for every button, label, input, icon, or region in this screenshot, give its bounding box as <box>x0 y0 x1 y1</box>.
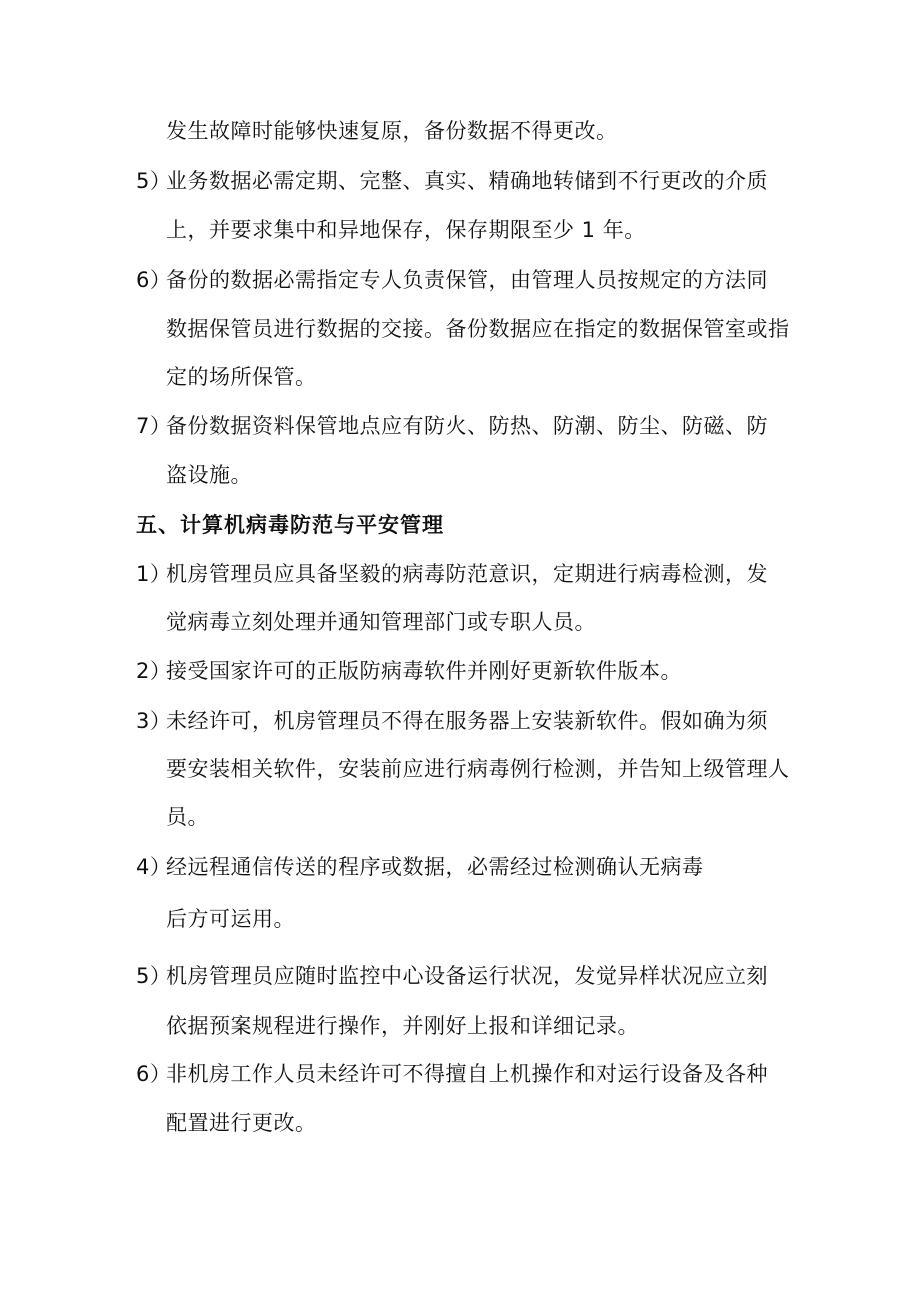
item-number: 6） <box>136 1062 172 1086</box>
list-item-3 <box>136 706 768 736</box>
item-number: 3） <box>136 709 172 733</box>
item-number: 5） <box>136 964 172 988</box>
item-text: 非机房工作人员未经许可不得擅自上机操作和对运行设备及各种 <box>166 1062 768 1086</box>
item-number: 5） <box>136 169 172 193</box>
item-number: 7） <box>136 414 172 438</box>
list-item-5-line2: 上，并要求集中和异地保存，保存期限至少 1 年。 <box>166 218 646 242</box>
list-item-6-line3: 定的场所保管。 <box>166 365 317 389</box>
list-item-6 <box>136 1059 768 1089</box>
list-item-7 <box>136 411 768 441</box>
item-text: 业务数据必需定期、完整、真实、精确地转储到不行更改的介质 <box>166 169 768 193</box>
item-text: 接受国家许可的正版防病毒软件并刚好更新软件版本。 <box>166 659 682 683</box>
item4-continuation-line: 发生故障时能够快速复原，备份数据不得更改。 <box>166 119 618 143</box>
list-item-6-line2: 配置进行更改。 <box>166 1111 317 1135</box>
item-text: 备份的数据必需指定专人负责保管，由管理人员按规定的方法同 <box>166 268 768 292</box>
item-number: 6） <box>136 268 172 292</box>
item-text: 机房管理员应随时监控中心设备运行状况，发觉异样状况应立刻 <box>166 964 768 988</box>
list-item-4 <box>136 852 704 882</box>
item-text: 经远程通信传送的程序或数据，必需经过检测确认无病毒 <box>166 855 704 879</box>
list-item-1-line2: 觉病毒立刻处理并通知管理部门或专职人员。 <box>166 610 596 634</box>
list-item-3-line3: 员。 <box>166 805 209 829</box>
list-item-4-line2: 后方可运用。 <box>166 907 295 931</box>
item-text: 机房管理员应具备坚毅的病毒防范意识，定期进行病毒检测，发 <box>166 562 768 586</box>
list-item-6 <box>136 265 768 295</box>
item-number: 4） <box>136 855 172 879</box>
list-item-7-line2: 盗设施。 <box>166 463 252 487</box>
item-text: 未经许可，机房管理员不得在服务器上安装新软件。假如确为须 <box>166 709 768 733</box>
item-text: 备份数据资料保管地点应有防火、防热、防潮、防尘、防磁、防 <box>166 414 768 438</box>
list-item-5-line2: 依据预案规程进行操作，并刚好上报和详细记录。 <box>166 1014 639 1038</box>
item-number: 2） <box>136 659 172 683</box>
list-item-5 <box>136 166 768 196</box>
list-item-1 <box>136 559 768 589</box>
list-item-3-line2: 要安装相关软件，安装前应进行病毒例行检测，并告知上级管理人 <box>166 757 790 781</box>
item-number: 1） <box>136 562 172 586</box>
list-item-5 <box>136 961 768 991</box>
list-item-6-line2: 数据保管员进行数据的交接。备份数据应在指定的数据保管室或指 <box>166 317 790 341</box>
section-heading: 五、计算机病毒防范与平安管理 <box>136 513 444 537</box>
list-item-2 <box>136 656 682 686</box>
